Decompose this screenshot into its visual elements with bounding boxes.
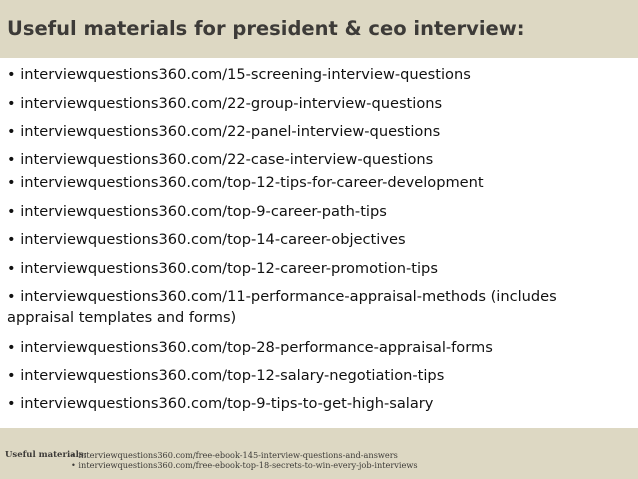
- footer-links: [71, 450, 418, 470]
- footer-label: Useful materials:: [5, 450, 87, 460]
- list-item-link[interactable]: • interviewquestions360.com/top-14-career-objectives: [7, 231, 406, 248]
- header-bar: [0, 0, 638, 58]
- list-item-link[interactable]: • interviewquestions360.com/top-28-performance-appraisal-forms: [7, 339, 493, 356]
- list-item-link[interactable]: • interviewquestions360.com/top-12-salary-negotiation-tips: [7, 367, 445, 384]
- list-item-link[interactable]: • interviewquestions360.com/top-9-tips-to-get-high-salary: [7, 395, 434, 412]
- footer-bar: [0, 428, 638, 479]
- list-item-link[interactable]: • interviewquestions360.com/top-12-tips-for-career-development: [7, 174, 484, 191]
- list-item-link[interactable]: • interviewquestions360.com/15-screening-interview-questions: [7, 66, 471, 83]
- footer-link[interactable]: • interviewquestions360.com/free-ebook-145-interview-questions-and-answers: [71, 450, 398, 460]
- list-item-link[interactable]: • interviewquestions360.com/22-panel-interview-questions: [7, 123, 441, 140]
- list-item-link[interactable]: • interviewquestions360.com/top-12-career-promotion-tips: [7, 260, 438, 277]
- list-item-link[interactable]: • interviewquestions360.com/top-9-career-path-tips: [7, 203, 387, 220]
- footer-link[interactable]: • interviewquestions360.com/free-ebook-top-18-secrets-to-win-every-job-interviews: [71, 460, 418, 470]
- list-item-link[interactable]: • interviewquestions360.com/22-group-interview-questions: [7, 95, 443, 112]
- list-item-link[interactable]: • interviewquestions360.com/11-performance-appraisal-methods (includes appraisal templates and forms): [7, 288, 557, 326]
- page-title: Useful materials for president & ceo interview:: [7, 17, 525, 40]
- list-item-link[interactable]: • interviewquestions360.com/22-case-interview-questions: [7, 151, 434, 168]
